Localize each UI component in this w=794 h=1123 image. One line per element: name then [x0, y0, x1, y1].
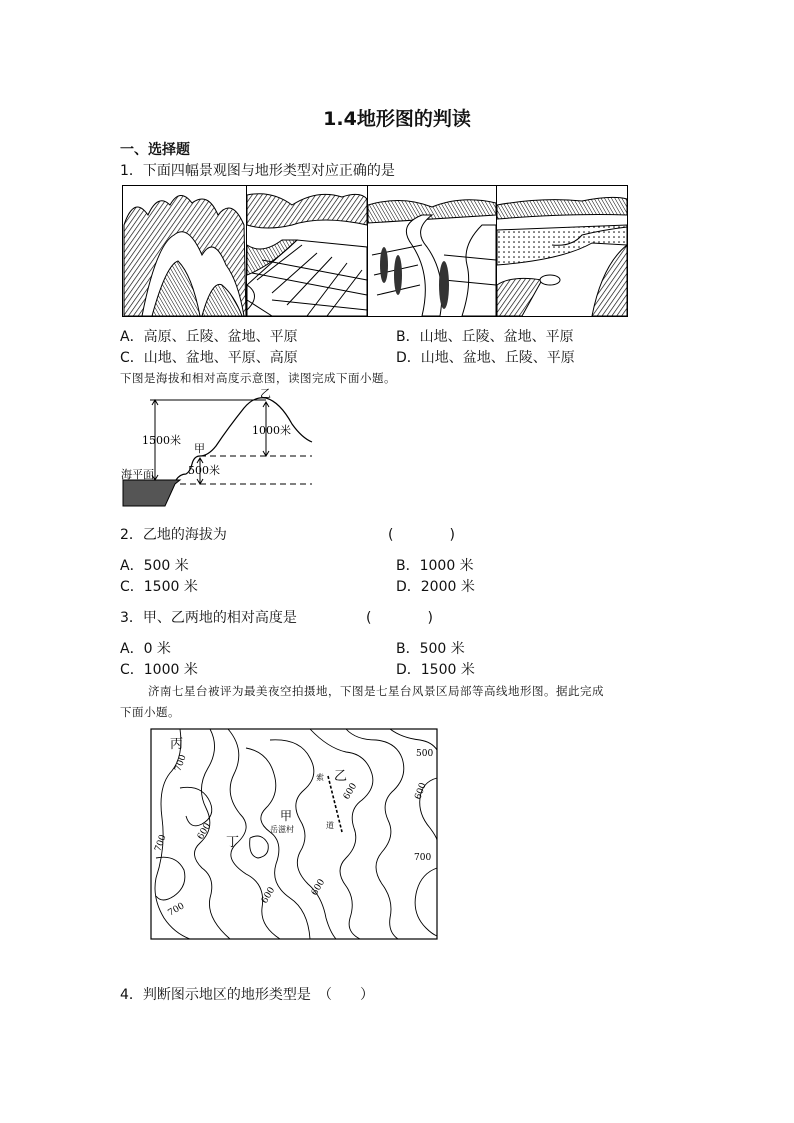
question-2-stem: 2．乙地的海拔为	[120, 527, 227, 543]
q1-option-d: D．山地、盆地、丘陵、平原	[396, 350, 575, 366]
question-4-stem: 4．判断图示地区的地形类型是	[120, 987, 311, 1003]
contour-label-700-top: 700	[173, 753, 189, 774]
label-bing: 丙	[170, 737, 184, 752]
contour-label-600-far: 600	[413, 781, 429, 802]
label-yi-map: 乙	[334, 769, 348, 784]
label-1500m: 1500米	[142, 434, 181, 447]
contour-label-700-left: 700	[153, 833, 169, 854]
label-dao: 道	[326, 821, 334, 830]
contour-label-600-left: 600	[195, 821, 214, 842]
contour-map	[150, 728, 438, 940]
label-jia: 甲	[194, 442, 205, 455]
label-1000m: 1000米	[252, 424, 291, 437]
q3-option-d: D．1500 米	[396, 662, 475, 678]
intro-altitude-diagram: 下图是海拔和相对高度示意图，读图完成下面小题。	[120, 371, 396, 385]
basin-landscape-image	[247, 186, 367, 316]
intro-contour-map-line1: 济南七星台被评为最美夜空拍摄地，下图是七星台风景区局部等高线地形图。据此完成	[148, 684, 604, 698]
q3-option-a: A．0 米	[120, 641, 171, 657]
q2-option-a: A．500 米	[120, 558, 189, 574]
q2-option-d: D．2000 米	[396, 579, 475, 595]
question-4-answer-blank: （ ）	[318, 987, 374, 1003]
question-3-answer-blank: ( )	[366, 610, 433, 626]
q1-option-a: A．高原、丘陵、盆地、平原	[120, 329, 298, 345]
question-2-answer-blank: ( )	[388, 527, 455, 543]
page-title: 1.4地形图的判读	[323, 108, 471, 130]
q2-option-b: B．1000 米	[396, 558, 474, 574]
label-jia-map: 甲	[280, 809, 293, 823]
contour-label-500: 500	[416, 749, 434, 759]
q1-option-b: B．山地、丘陵、盆地、平原	[396, 329, 574, 345]
question-1-stem: 1．下面四幅景观图与地形类型对应正确的是	[120, 163, 395, 179]
contour-label-600-mid: 600	[309, 877, 328, 898]
q1-option-c: C．山地、盆地、平原、高原	[120, 350, 298, 366]
contour-label-600-bottom: 600	[259, 885, 278, 906]
q2-option-c: C．1500 米	[120, 579, 198, 595]
intro-contour-map-line2: 下面小题。	[120, 705, 180, 719]
label-suo: 索	[316, 773, 324, 782]
section-heading: 一、选择题	[120, 142, 190, 158]
question-3-stem: 3．甲、乙两地的相对高度是	[120, 610, 297, 626]
label-ding: 丁	[226, 835, 240, 850]
q3-option-b: B．500 米	[396, 641, 465, 657]
landscape-images	[122, 185, 628, 317]
label-sea-level: 海平面	[121, 468, 154, 481]
contour-label-700-bottom: 700	[166, 901, 187, 919]
contour-label-700-right: 700	[414, 853, 432, 863]
mountain-landscape-image	[124, 195, 246, 316]
contour-label-600-right: 600	[341, 781, 360, 802]
label-500m: 500米	[188, 464, 220, 477]
altitude-diagram	[120, 388, 316, 508]
label-village: 岳滋村	[270, 825, 294, 834]
q3-option-c: C．1000 米	[120, 662, 198, 678]
plateau-landscape-image	[497, 186, 627, 316]
label-yi: 乙	[260, 388, 271, 400]
plain-landscape-image	[368, 186, 496, 316]
